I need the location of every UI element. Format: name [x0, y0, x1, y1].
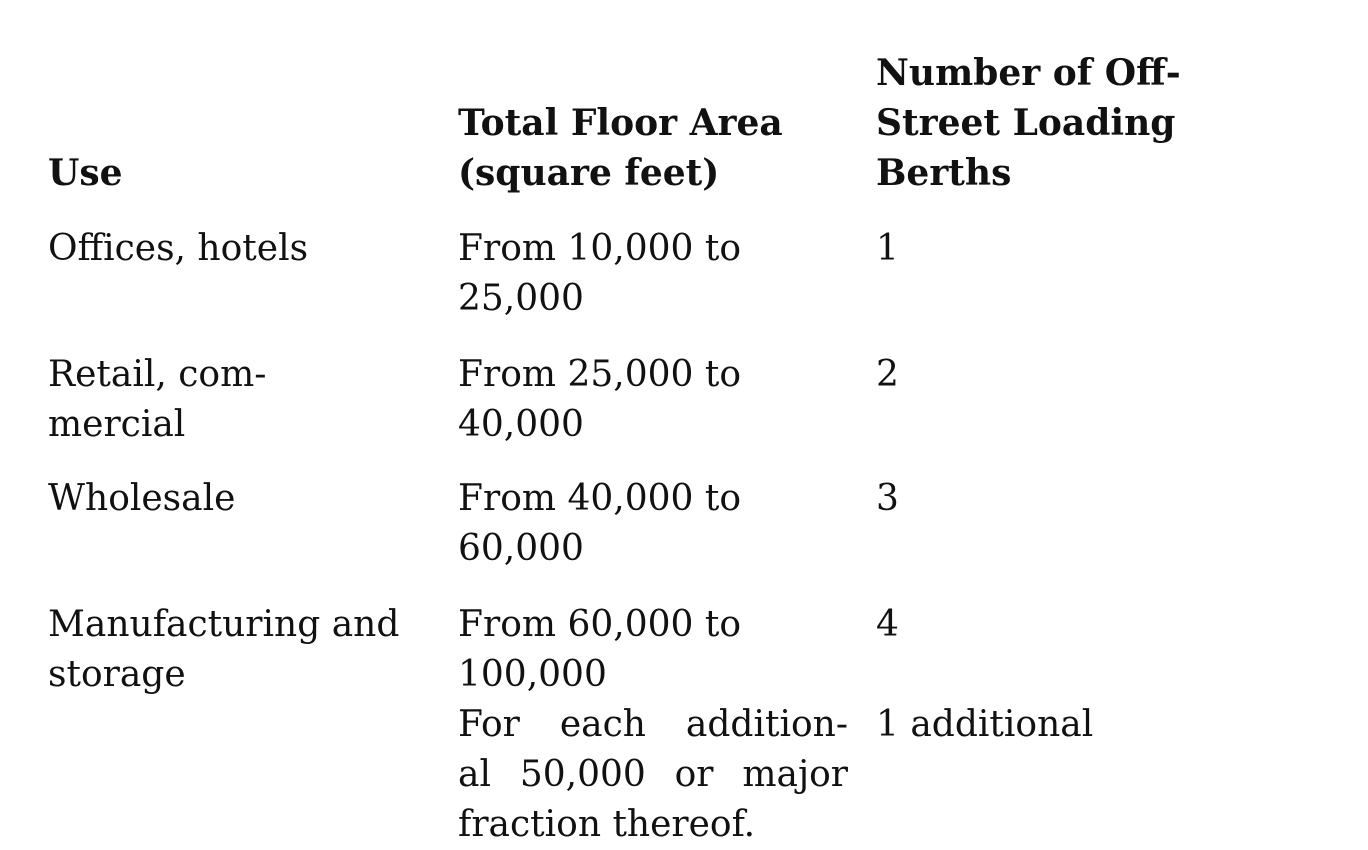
- header-berths-line1: Number of Off-: [876, 52, 1181, 94]
- row-use: Offices, hotels: [48, 228, 309, 269]
- row-berths: 1: [876, 228, 899, 269]
- additional-area-line2: al 50,000 or major: [458, 754, 848, 795]
- row-use-line1: Manufacturing and: [48, 604, 400, 645]
- row-area-line1: From 25,000 to: [458, 354, 741, 395]
- row-use-line2: storage: [48, 654, 186, 695]
- row-use: Wholesale: [48, 478, 236, 519]
- header-use: Use: [48, 152, 123, 194]
- row-use-line2: mercial: [48, 404, 186, 445]
- header-area-line2: (square feet): [458, 152, 720, 194]
- row-berths: 3: [876, 478, 899, 519]
- header-berths-line2: Street Loading: [876, 102, 1176, 144]
- row-area-line1: From 60,000 to: [458, 604, 741, 645]
- row-berths: 4: [876, 604, 899, 645]
- row-area-line2: 40,000: [458, 404, 584, 445]
- header-area-line1: Total Floor Area: [458, 102, 783, 144]
- row-berths: 2: [876, 354, 899, 395]
- row-area-line1: From 40,000 to: [458, 478, 741, 519]
- row-area-line2: 100,000: [458, 654, 607, 695]
- row-area-line1: From 10,000 to: [458, 228, 741, 269]
- row-area-line2: 60,000: [458, 528, 584, 569]
- row-use-line1: Retail, com-: [48, 354, 267, 395]
- additional-berths: 1 additional: [876, 704, 1094, 745]
- additional-area-line3: fraction thereof.: [458, 804, 756, 845]
- additional-area-line1: For each addition-: [458, 704, 848, 745]
- row-area-line2: 25,000: [458, 278, 584, 319]
- header-berths-line3: Berths: [876, 152, 1012, 194]
